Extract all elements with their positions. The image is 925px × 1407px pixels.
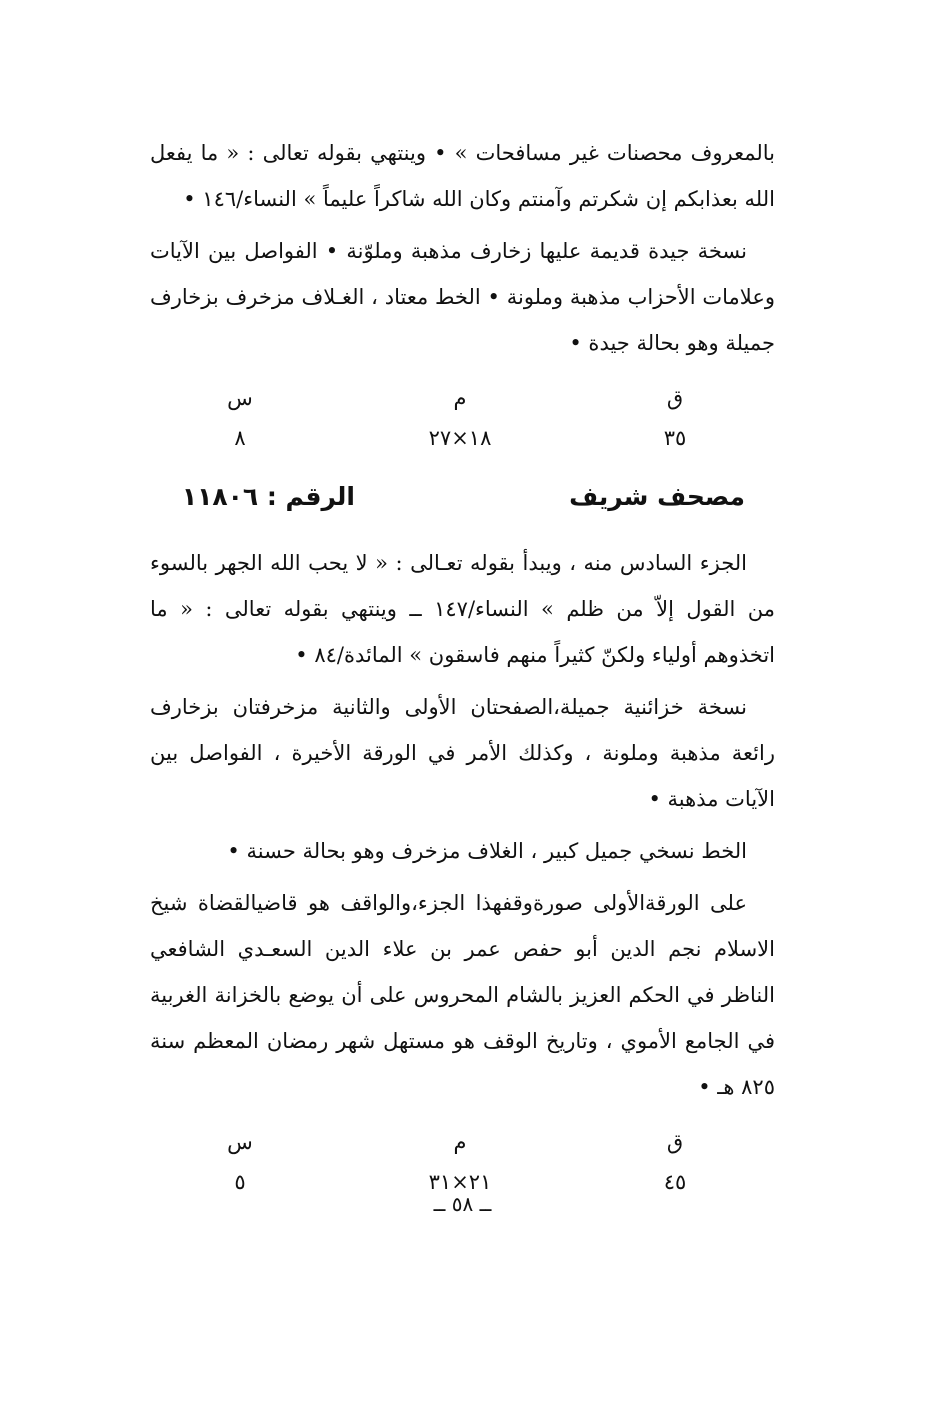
stats-label-m: م xyxy=(453,1130,467,1154)
entry-number: الرقم : ١١٨٠٦ xyxy=(181,482,355,511)
stats-column-m xyxy=(390,1122,530,1202)
stats-value-s: ٥ xyxy=(234,1170,246,1194)
stats-column-m xyxy=(390,378,530,458)
stats-label-q: ق xyxy=(666,1130,684,1154)
stats-column-s xyxy=(170,378,310,458)
stats-label-s: س xyxy=(227,386,253,410)
page-number: ــ ٥٨ ــ xyxy=(433,1192,492,1216)
paragraph-entry-b-verses: الجزء السادس منه ، ويبدأ بقوله تعـالى : « لا يحب الله الجهر بالسوء من القول إلاّ من ظلم » النساء/١٤٧ ــ وينتهي بقوله تعالى : « ما اتخذوهم أولياء ولكنّ كثيراً منهم فاسقون » المائدة/٨٤ • xyxy=(150,551,775,667)
stats-column-s xyxy=(170,1122,310,1202)
stats-label-s: س xyxy=(227,1130,253,1154)
paragraph-entry-a-description: نسخة جيدة قديمة عليها زخارف مذهبة وملوّنة • الفواصل بين الآيات وعلامات الأحزاب مذهبة وملونة • الخط معتاد ، الغـلاف مزخرف بزخارف جميلة وهو بحالة جيدة • xyxy=(150,239,775,355)
stats-value-m: ١٨×٢٧ xyxy=(428,426,492,450)
stats-label-q: ق xyxy=(666,386,684,410)
stats-column-q xyxy=(605,378,745,458)
stats-value-m: ٢١×٣١ xyxy=(428,1170,492,1194)
paragraph-entry-b-waqf: على الورقةالأولى صورةوقفهذا الجزء،والواقف هو قاضيالقضاة شيخ الاسلام نجم الدين أبو حفص عمر بن علاء الدين السعـدي الشافعي الناظر في الحكم العزيز بالشام المحروس على أن يوضع بالخزانة الغربية في الجامع الأموي ، وتاريخ الوقف هو مستهل شهر رمضان المعظم سنة ٨٢٥ هـ • xyxy=(150,891,775,1099)
stats-value-q: ٣٥ xyxy=(663,426,687,450)
paragraph-entry-b-description: نسخة خزائنية جميلة،الصفحتان الأولى والثانية مزخرفتان بزخارف رائعة مذهبة وملونة ، وكذلك الأمر في الورقة الأخيرة ، الفواصل بين الآيات مذهبة • xyxy=(150,695,775,811)
paragraph-entry-b-binding: الخط نسخي جميل كبير ، الغلاف مزخرف وهو بحالة حسنة • xyxy=(227,839,747,863)
stats-value-q: ٤٥ xyxy=(663,1170,687,1194)
entry-b-heading xyxy=(150,474,775,534)
document-page xyxy=(150,130,775,1206)
paragraph-entry-a-verses: بالمعروف محصنات غير مسافحات » • وينتهي بقوله تعالى : « ما يفعل الله بعذابكم إن شكرتم وآمنتم وكان الله شاكراً عليماً » النساء/١٤٦ • xyxy=(150,141,775,211)
stats-value-s: ٨ xyxy=(234,426,246,450)
stats-table-entry-a xyxy=(150,378,775,462)
entry-title: مصحف شريف xyxy=(569,482,745,511)
stats-column-q xyxy=(605,1122,745,1202)
stats-label-m: م xyxy=(453,386,467,410)
